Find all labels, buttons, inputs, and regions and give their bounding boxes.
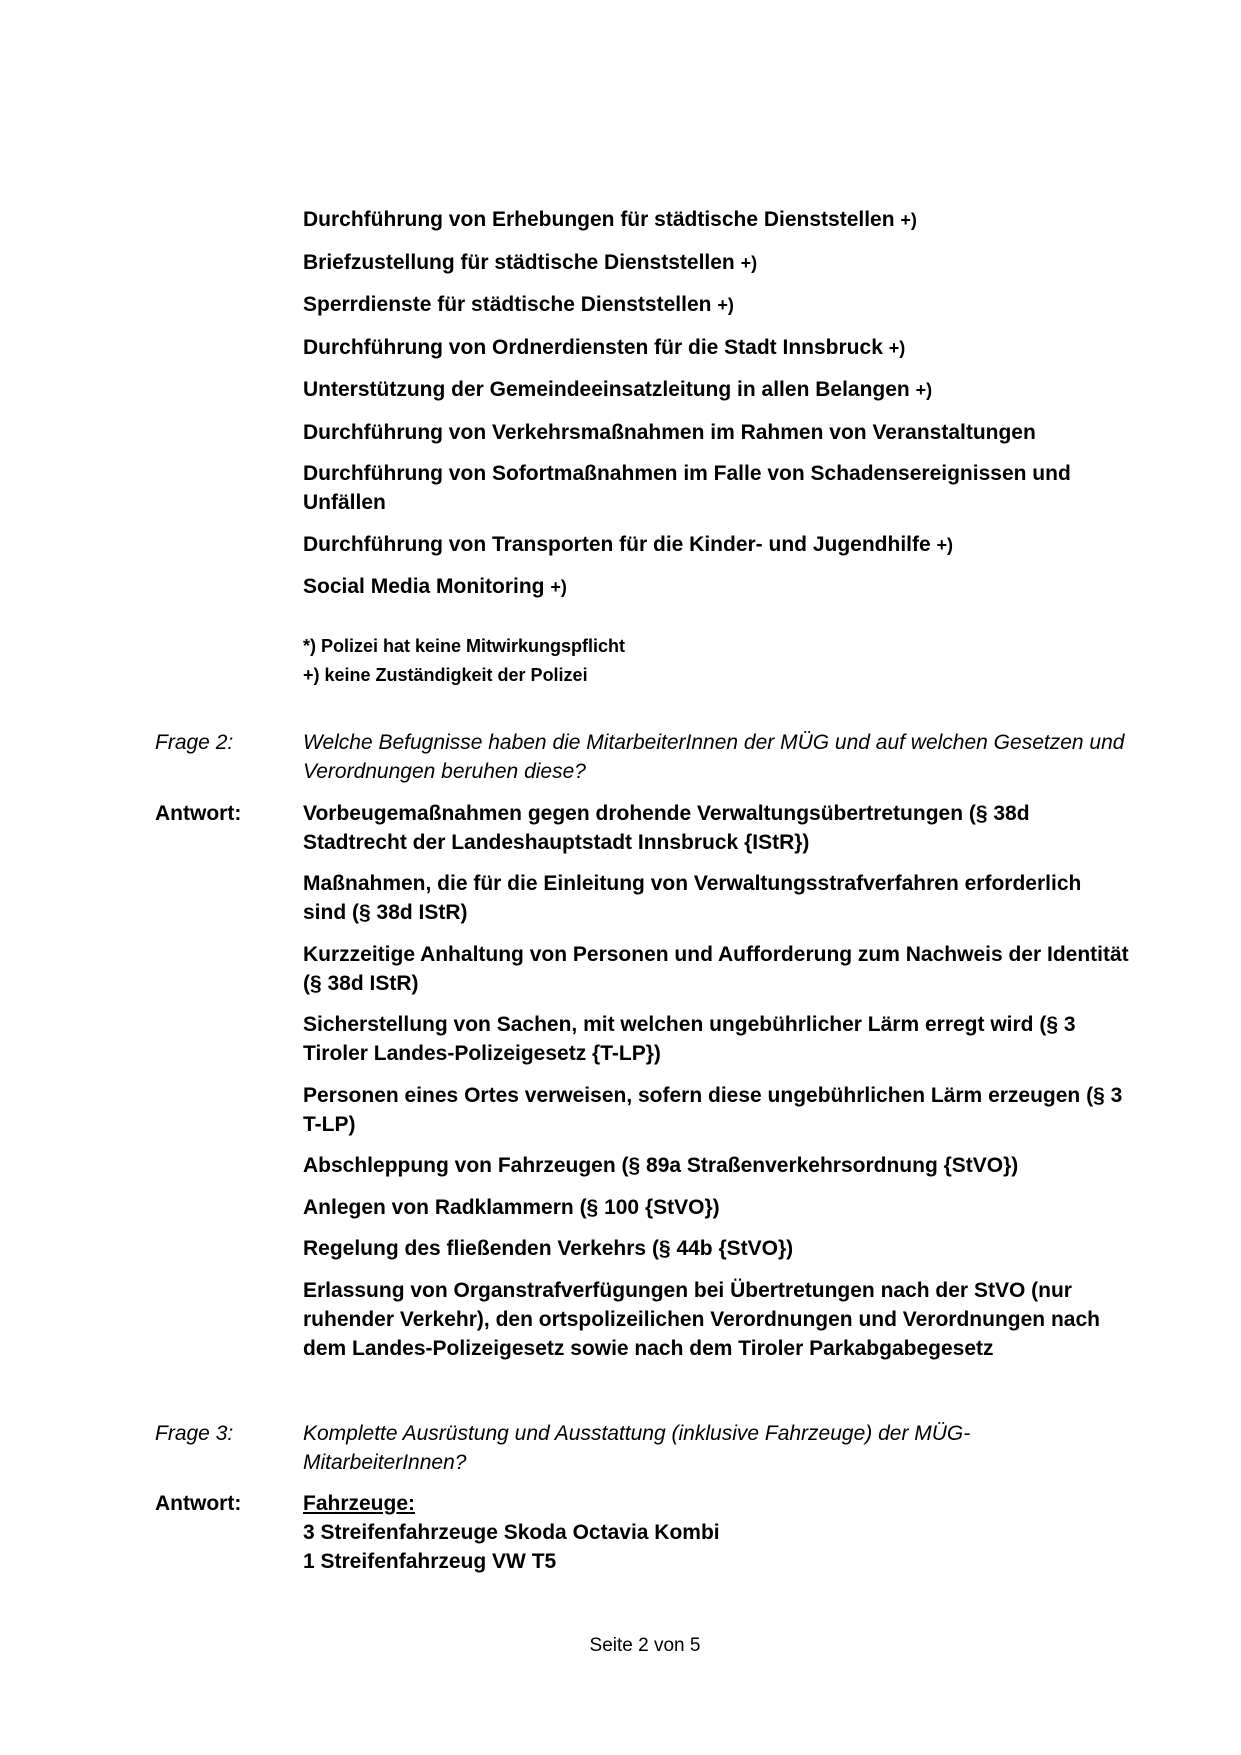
answer-body: [303, 1489, 1130, 1576]
footnote-plus: +) keine Zuständigkeit der Polizei: [303, 665, 588, 685]
footnotes: [303, 632, 1130, 690]
answer-label: Antwort:: [155, 801, 242, 825]
list-item: Durchführung von Verkehrsmaßnahmen im Rahmen von Veranstaltungen: [303, 420, 1036, 444]
list-item: Erlassung von Organstrafverfügungen bei Übertretungen nach der StVO (nur ruhender Verkehr), den ortspolizeilichen Verordnungen und Verordnungen nach dem Landes-Polizeigesetz sowie nach dem Tiroler Parkabgabegesetz: [303, 1278, 1100, 1360]
question-2: [155, 728, 1130, 799]
answer-label: Antwort:: [155, 1492, 242, 1515]
vehicle-line: 3 Streifenfahrzeuge Skoda Octavia Kombi: [303, 1521, 720, 1544]
list-item: Kurzzeitige Anhaltung von Personen und Aufforderung zum Nachweis der Identität (§ 38d IStR): [303, 942, 1129, 995]
list-item: Sicherstellung von Sachen, mit welchen ungebührlicher Lärm erregt wird (§ 3 Tiroler Landes-Polizeigesetz {T-LP}): [303, 1013, 1076, 1065]
footnote-mark: +): [915, 380, 933, 400]
footnote-star: *) Polizei hat keine Mitwirkungspflicht: [303, 636, 626, 656]
footnote-mark: +): [740, 252, 758, 273]
footnote-mark: +): [550, 577, 567, 597]
answer-list: [303, 799, 1130, 1363]
task-list: [303, 205, 1130, 690]
question-label: Frage 3:: [155, 1421, 234, 1445]
list-item: Anlegen von Radklammern (§ 100 {StVO}): [303, 1195, 720, 1219]
footnote-mark: +): [888, 337, 906, 358]
footnote-mark: +): [936, 534, 954, 555]
list-item: Durchführung von Ordnerdiensten für die Stadt Innsbruck +): [303, 335, 906, 359]
list-item: Briefzustellung für städtische Dienststellen +): [303, 250, 758, 274]
vehicle-line: 1 Streifenfahrzeug VW T5: [303, 1550, 557, 1573]
list-item: Social Media Monitoring +): [303, 575, 567, 598]
list-item: Regelung des fließenden Verkehrs (§ 44b {StVO}): [303, 1237, 794, 1260]
page-footer: Seite 2 von 5: [589, 1635, 701, 1656]
list-item: Maßnahmen, die für die Einleitung von Verwaltungsstrafverfahren erforderlich sind (§ 38d IStR): [303, 872, 1082, 924]
list-item: Durchführung von Sofortmaßnahmen im Falle von Schadensereignissen und Unfällen: [303, 462, 1071, 514]
answer-3: [155, 1489, 1130, 1576]
list-item: Unterstützung der Gemeindeeinsatzleitung in allen Belangen +): [303, 378, 933, 401]
list-item: Vorbeugemaßnahmen gegen drohende Verwaltungsübertretungen (§ 38d Stadtrecht der Landeshauptstadt Innsbruck {IStR}): [303, 801, 1030, 854]
footnote-mark: +): [717, 295, 734, 315]
question-text: Welche Befugnisse haben die MitarbeiterInnen der MÜG und auf welchen Gesetzen und Verordnungen beruhen diese?: [303, 731, 1125, 783]
footnote-mark: +): [900, 210, 917, 230]
question-label: Frage 2:: [155, 731, 234, 754]
list-item: Personen eines Ortes verweisen, sofern diese ungebührlichen Lärm erzeugen (§ 3 T-LP): [303, 1083, 1123, 1136]
list-item: Durchführung von Erhebungen für städtische Dienststellen +): [303, 208, 917, 231]
question-3: [155, 1419, 1130, 1490]
vehicles-heading: Fahrzeuge:: [303, 1492, 416, 1515]
question-text: Komplette Ausrüstung und Ausstattung (inklusive Fahrzeuge) der MÜG-MitarbeiterInnen?: [303, 1421, 971, 1474]
list-item: Durchführung von Transporten für die Kinder- und Jugendhilfe +): [303, 532, 954, 556]
list-item: Sperrdienste für städtische Dienststellen +): [303, 293, 734, 316]
document-content: [155, 205, 1130, 1576]
list-item: Abschleppung von Fahrzeugen (§ 89a Straßenverkehrsordnung {StVO}): [303, 1154, 1019, 1177]
answer-2: [155, 799, 1130, 1363]
